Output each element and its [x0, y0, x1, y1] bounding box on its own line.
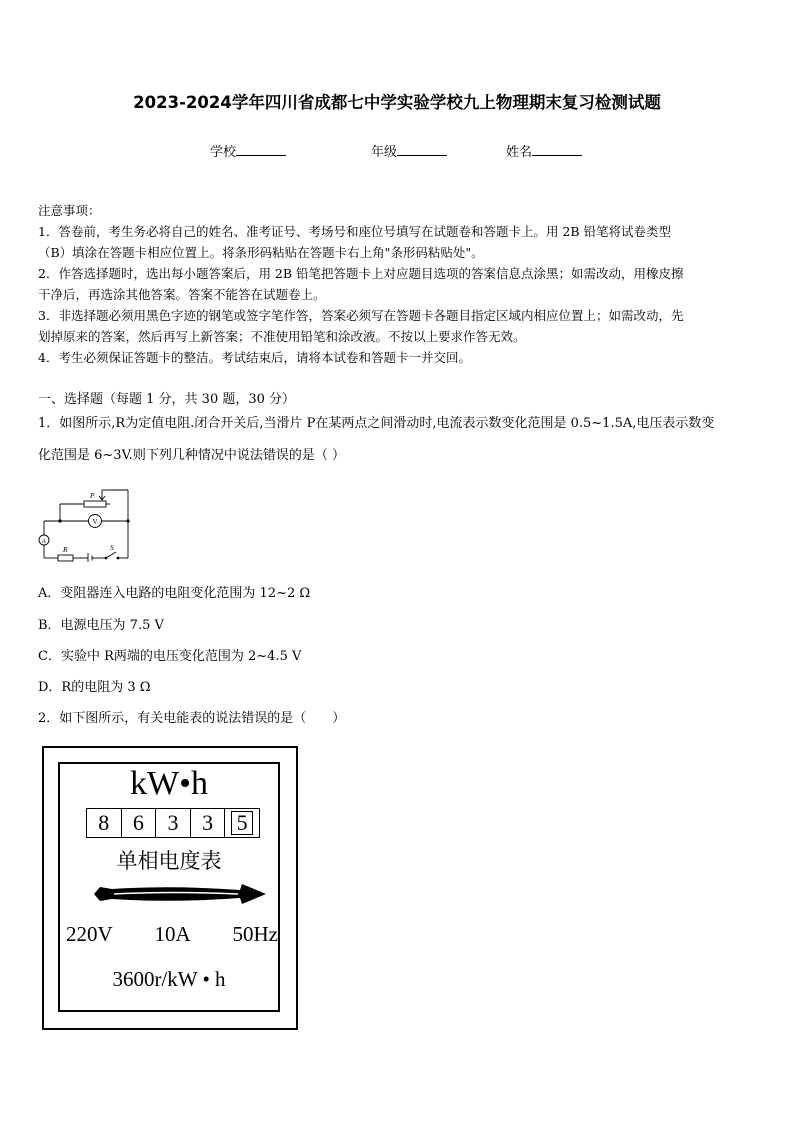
grade-field [371, 141, 447, 160]
meter-frequency: 50Hz [232, 922, 278, 946]
q1-stem-line1: 1．如图所示,R为定值电阻.闭合开关后,当滑片 P在某两点之间滑动时,电流表示数变化范围是 0.5~1.5A,电压表示数变 [38, 416, 715, 431]
meter-specs [66, 922, 278, 947]
label-p: P [90, 491, 95, 500]
meter-name: 单相电度表 [116, 849, 222, 873]
school-label: 学校 [210, 145, 237, 160]
grade-blank [397, 143, 447, 156]
note-line: 4．考生必须保证答题卡的整洁。考试结束后，请将本试卷和答题卡一并交回。 [38, 350, 471, 365]
school-blank [236, 143, 286, 156]
meter-decimal-box: 5 [231, 811, 253, 835]
name-blank [532, 143, 582, 156]
page-title: 2023-2024学年四川省成都七中学实验学校九上物理期末复习检测试题 [133, 93, 661, 112]
meter-unit: kW•h [130, 765, 208, 802]
q1-option-c: C．实验中 R两端的电压变化范围为 2~4.5 V [38, 649, 302, 664]
meter-current: 10A [154, 922, 191, 946]
label-r: R [63, 545, 68, 554]
meter-digit: 6 [122, 809, 157, 837]
note-line: 划掉原来的答案，然后再写上新答案；不准使用铅笔和涂改液。不按以上要求作答无效。 [38, 329, 526, 344]
meter-digit: 8 [87, 809, 122, 837]
label-v: V [92, 518, 98, 526]
q1-option-a: A．变阻器连入电路的电阻变化范围为 12~2 Ω [38, 586, 311, 601]
note-line: （B）填涂在答题卡相应位置上。将条形码粘贴在答题卡右上角"条形码粘贴处"。 [38, 245, 484, 260]
school-field [210, 141, 286, 160]
rheostat [84, 501, 106, 507]
meter-digit-display [86, 808, 260, 838]
q1-option-d: D．R的电阻为 3 Ω [38, 680, 151, 695]
meter-digit: 3 [191, 809, 226, 837]
meter-constant: 3600r/kW • h [112, 967, 226, 991]
name-label: 姓名 [506, 145, 533, 160]
note-line: 干净后，再选涂其他答案。答案不能答在试题卷上。 [38, 287, 326, 302]
q1-stem-line2: 化范围是 6~3V.则下列几种情况中说法错误的是（ ） [38, 448, 345, 463]
note-line: 2．作答选择题时，选出每小题答案后，用 2B 铅笔把答题卡上对应题目选项的答案信息点涂黑；如需改动，用橡皮擦 [38, 266, 684, 281]
meter-rotation-arrow-icon [92, 882, 268, 906]
note-line: 3．非选择题必须用黑色字迹的钢笔或签字笔作答，答案必须写在答题卡各题目指定区域内相应位置上；如需改动，先 [38, 308, 684, 323]
name-field [506, 141, 582, 160]
section-heading: 一、选择题（每题 1 分，共 30 题，30 分） [38, 392, 296, 407]
grade-label: 年级 [371, 145, 398, 160]
meter-voltage: 220V [66, 922, 113, 946]
switch-blade [106, 552, 116, 558]
note-line: 1．答卷前，考生务必将自己的姓名、准考证号、考场号和座位号填写在试题卷和答题卡上。用 2B 铅笔将试卷类型 [38, 224, 672, 239]
q1-option-b: B．电源电压为 7.5 V [38, 618, 164, 633]
circuit-diagram [36, 484, 136, 562]
label-a: A [41, 538, 47, 545]
q2-stem: 2．如下图所示，有关电能表的说法错误的是（ ） [38, 711, 346, 726]
label-s: S [110, 543, 114, 552]
meter-digit: 3 [156, 809, 191, 837]
meter-digit-decimal [225, 809, 259, 837]
notes-heading: 注意事项： [38, 203, 101, 218]
resistor-r [58, 555, 73, 561]
